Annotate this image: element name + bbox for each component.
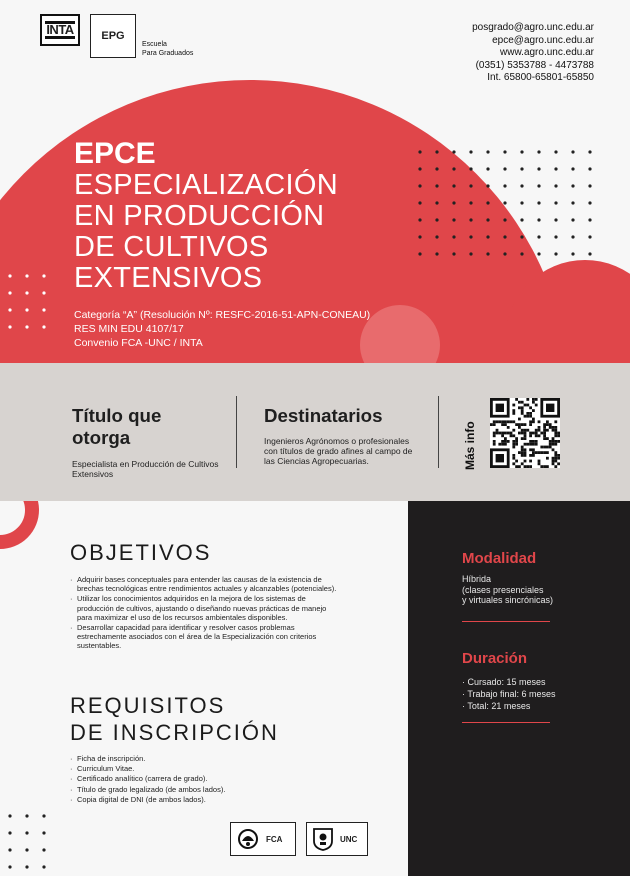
destinatarios-text: Ingenieros Agrónomos o profesionales con títulos de grado afines al campo de las Ciencias Agropecuarias. bbox=[264, 436, 413, 466]
decor-dot bbox=[588, 235, 591, 238]
list-item: · Utilizar los conocimientos adquiridos en la mejora de los sistemas de producción de cultivos, ajustando o diseñando nuevas prácticas de manejo para maximizar el uso de los recursos ambientales disponibles. bbox=[70, 594, 340, 622]
decor-dot bbox=[8, 865, 11, 868]
unc-logo: UNC bbox=[306, 822, 368, 856]
decor-dot bbox=[537, 201, 540, 204]
contact-internal: Int. 65800-65801-65850 bbox=[487, 72, 594, 83]
decor-dot bbox=[571, 235, 574, 238]
decor-dot bbox=[25, 308, 28, 311]
decor-dot bbox=[25, 291, 28, 294]
decor-dot bbox=[469, 167, 472, 170]
decor-dot bbox=[486, 167, 489, 170]
decor-dot bbox=[452, 150, 455, 153]
list-item: · Curriculum Vitae. bbox=[70, 764, 340, 773]
decor-dot bbox=[418, 201, 421, 204]
decor-dot bbox=[486, 201, 489, 204]
list-item: · Copia digital de DNI (de ambos lados). bbox=[70, 795, 340, 804]
decor-dot bbox=[554, 150, 557, 153]
decor-dot bbox=[520, 218, 523, 221]
side-divider bbox=[462, 621, 550, 622]
contact-info bbox=[472, 22, 594, 85]
decor-dot bbox=[42, 848, 45, 851]
decor-dot bbox=[42, 865, 45, 868]
hero-subtitle bbox=[74, 308, 370, 350]
decor-dot bbox=[452, 252, 455, 255]
decor-dot bbox=[418, 252, 421, 255]
decor-dot bbox=[42, 308, 45, 311]
decor-dot bbox=[537, 167, 540, 170]
mas-info-label: Más info bbox=[463, 421, 477, 470]
modalidad-heading: Modalidad bbox=[462, 550, 537, 567]
decor-dot bbox=[418, 150, 421, 153]
decor-dot bbox=[469, 201, 472, 204]
decor-dot bbox=[25, 865, 28, 868]
decor-dot bbox=[571, 201, 574, 204]
decor-dot bbox=[8, 848, 11, 851]
list-item: · Adquirir bases conceptuales para entender las causas de la existencia de brechas tecnológicas entre rendimientos actuales y alcanzables (potenciales). bbox=[70, 575, 340, 593]
divider bbox=[236, 396, 237, 468]
contact-email-epce[interactable]: epce@agro.unc.edu.ar bbox=[492, 34, 594, 46]
decor-dot bbox=[452, 218, 455, 221]
decor-dot bbox=[503, 184, 506, 187]
decor-dot bbox=[588, 201, 591, 204]
list-item: · Desarrollar capacidad para identificar y resolver casos problemas estrechamente asociados con el área de la Especialización con criterios sustentables. bbox=[70, 623, 340, 651]
dot-grid-bottom-left bbox=[8, 814, 45, 868]
program-title-line: ESPECIALIZACIÓN bbox=[74, 169, 338, 201]
duracion-text: · Cursado: 15 meses · Trabajo final: 6 meses · Total: 21 meses bbox=[462, 677, 556, 711]
decor-dot bbox=[554, 235, 557, 238]
objetivos-heading: OBJETIVOS bbox=[70, 540, 212, 565]
decor-dot bbox=[520, 235, 523, 238]
decor-dot bbox=[42, 814, 45, 817]
decor-dot bbox=[435, 201, 438, 204]
decor-dot bbox=[520, 184, 523, 187]
epg-logo-text: Escuela Para Graduados bbox=[142, 41, 194, 57]
decor-dot bbox=[503, 201, 506, 204]
decor-dot bbox=[537, 235, 540, 238]
decor-dot bbox=[418, 167, 421, 170]
decor-dot bbox=[8, 274, 11, 277]
decor-dot bbox=[503, 167, 506, 170]
decor-dot bbox=[486, 235, 489, 238]
decor-dot bbox=[537, 252, 540, 255]
decor-dot bbox=[8, 831, 11, 834]
decor-dot bbox=[435, 235, 438, 238]
program-title-line: EXTENSIVOS bbox=[74, 262, 263, 294]
decor-dot bbox=[8, 308, 11, 311]
titulo-heading: Título que otorga bbox=[72, 405, 162, 448]
decor-dot bbox=[469, 150, 472, 153]
decor-dot bbox=[42, 325, 45, 328]
decor-dot bbox=[25, 814, 28, 817]
side-divider bbox=[462, 722, 550, 723]
list-item: · Título de grado legalizado (de ambos lados). bbox=[70, 785, 340, 794]
destinatarios-section bbox=[264, 405, 424, 466]
decor-dot bbox=[554, 201, 557, 204]
contact-email-posgrado[interactable]: posgrado@agro.unc.edu.ar bbox=[472, 22, 594, 33]
decor-dot bbox=[8, 325, 11, 328]
decor-dot bbox=[452, 184, 455, 187]
decor-dot bbox=[571, 167, 574, 170]
qr-code-icon[interactable] bbox=[490, 398, 560, 468]
contact-website[interactable]: www.agro.unc.edu.ar bbox=[500, 47, 594, 58]
decor-dot bbox=[554, 184, 557, 187]
destinatarios-heading: Destinatarios bbox=[264, 405, 383, 426]
decor-dot bbox=[520, 150, 523, 153]
decor-dot bbox=[452, 201, 455, 204]
contact-phone: (0351) 5353788 - 4473788 bbox=[475, 59, 594, 71]
decor-dot bbox=[418, 218, 421, 221]
decor-dot bbox=[435, 218, 438, 221]
decor-dot bbox=[486, 218, 489, 221]
decor-dot bbox=[588, 218, 591, 221]
decor-dot bbox=[469, 218, 472, 221]
decor-dot bbox=[469, 252, 472, 255]
decor-dot bbox=[25, 848, 28, 851]
titulo-section bbox=[72, 405, 222, 479]
decor-dot bbox=[469, 184, 472, 187]
objetivos-list bbox=[70, 575, 340, 652]
decor-dot bbox=[435, 150, 438, 153]
list-item: · Certificado analítico (carrera de grado). bbox=[70, 774, 340, 783]
program-acronym: EPCE bbox=[74, 137, 156, 170]
fca-emblem-icon bbox=[236, 827, 260, 851]
accreditation-line: Categoría “A” (Resolución Nº: RESFC-2016-51-APN-CONEAU) bbox=[74, 309, 371, 321]
titulo-text: Especialista en Producción de Cultivos Extensivos bbox=[72, 459, 219, 479]
agreement-line: Convenio FCA -UNC / INTA bbox=[74, 337, 203, 349]
divider bbox=[438, 396, 439, 468]
decor-dot bbox=[571, 252, 574, 255]
decor-dot bbox=[537, 184, 540, 187]
decor-dot bbox=[571, 218, 574, 221]
requisitos-list bbox=[70, 754, 340, 805]
decor-dot bbox=[554, 167, 557, 170]
decor-dot bbox=[503, 252, 506, 255]
decor-dot bbox=[418, 235, 421, 238]
decor-dot bbox=[571, 184, 574, 187]
decor-dot bbox=[571, 150, 574, 153]
decor-dot bbox=[520, 252, 523, 255]
decor-dot bbox=[42, 831, 45, 834]
decor-dot bbox=[42, 274, 45, 277]
hero-title bbox=[74, 138, 338, 294]
decor-dot bbox=[8, 291, 11, 294]
decor-dot bbox=[486, 184, 489, 187]
modalidad-text: Híbrida (clases presenciales y virtuales sincrónicas) bbox=[462, 574, 554, 605]
decor-dot bbox=[537, 218, 540, 221]
epg-logo: EPG bbox=[90, 14, 136, 58]
decor-dot bbox=[25, 831, 28, 834]
decor-dot bbox=[520, 167, 523, 170]
decor-dot bbox=[452, 235, 455, 238]
decor-dot bbox=[520, 201, 523, 204]
decor-dot bbox=[435, 184, 438, 187]
decor-dot bbox=[503, 150, 506, 153]
decor-dot bbox=[469, 235, 472, 238]
program-title-line: DE CULTIVOS bbox=[74, 231, 269, 263]
list-item: · Ficha de inscripción. bbox=[70, 754, 340, 763]
decor-dot bbox=[42, 291, 45, 294]
decor-dot bbox=[537, 150, 540, 153]
decor-dot bbox=[8, 814, 11, 817]
decor-dot bbox=[588, 252, 591, 255]
decor-dot bbox=[588, 150, 591, 153]
resolution-line: RES MIN EDU 4107/17 bbox=[74, 323, 184, 335]
inta-logo: INTA bbox=[40, 14, 80, 46]
decor-dot bbox=[503, 218, 506, 221]
decor-dot bbox=[588, 167, 591, 170]
decor-dot bbox=[486, 252, 489, 255]
decor-dot bbox=[588, 184, 591, 187]
duracion-heading: Duración bbox=[462, 650, 528, 667]
decor-dot bbox=[25, 325, 28, 328]
decor-dot bbox=[25, 274, 28, 277]
unc-shield-icon bbox=[312, 827, 334, 851]
decor-dot bbox=[554, 252, 557, 255]
decor-dot bbox=[486, 150, 489, 153]
program-title-line: EN PRODUCCIÓN bbox=[74, 200, 325, 232]
fca-logo: FCA bbox=[230, 822, 296, 856]
decor-dot bbox=[554, 218, 557, 221]
decor-dot bbox=[435, 252, 438, 255]
decor-dot bbox=[435, 167, 438, 170]
decor-dot bbox=[503, 235, 506, 238]
decor-dot bbox=[418, 184, 421, 187]
decor-dot bbox=[452, 167, 455, 170]
requisitos-heading: REQUISITOS DE INSCRIPCIÓN bbox=[70, 693, 279, 745]
